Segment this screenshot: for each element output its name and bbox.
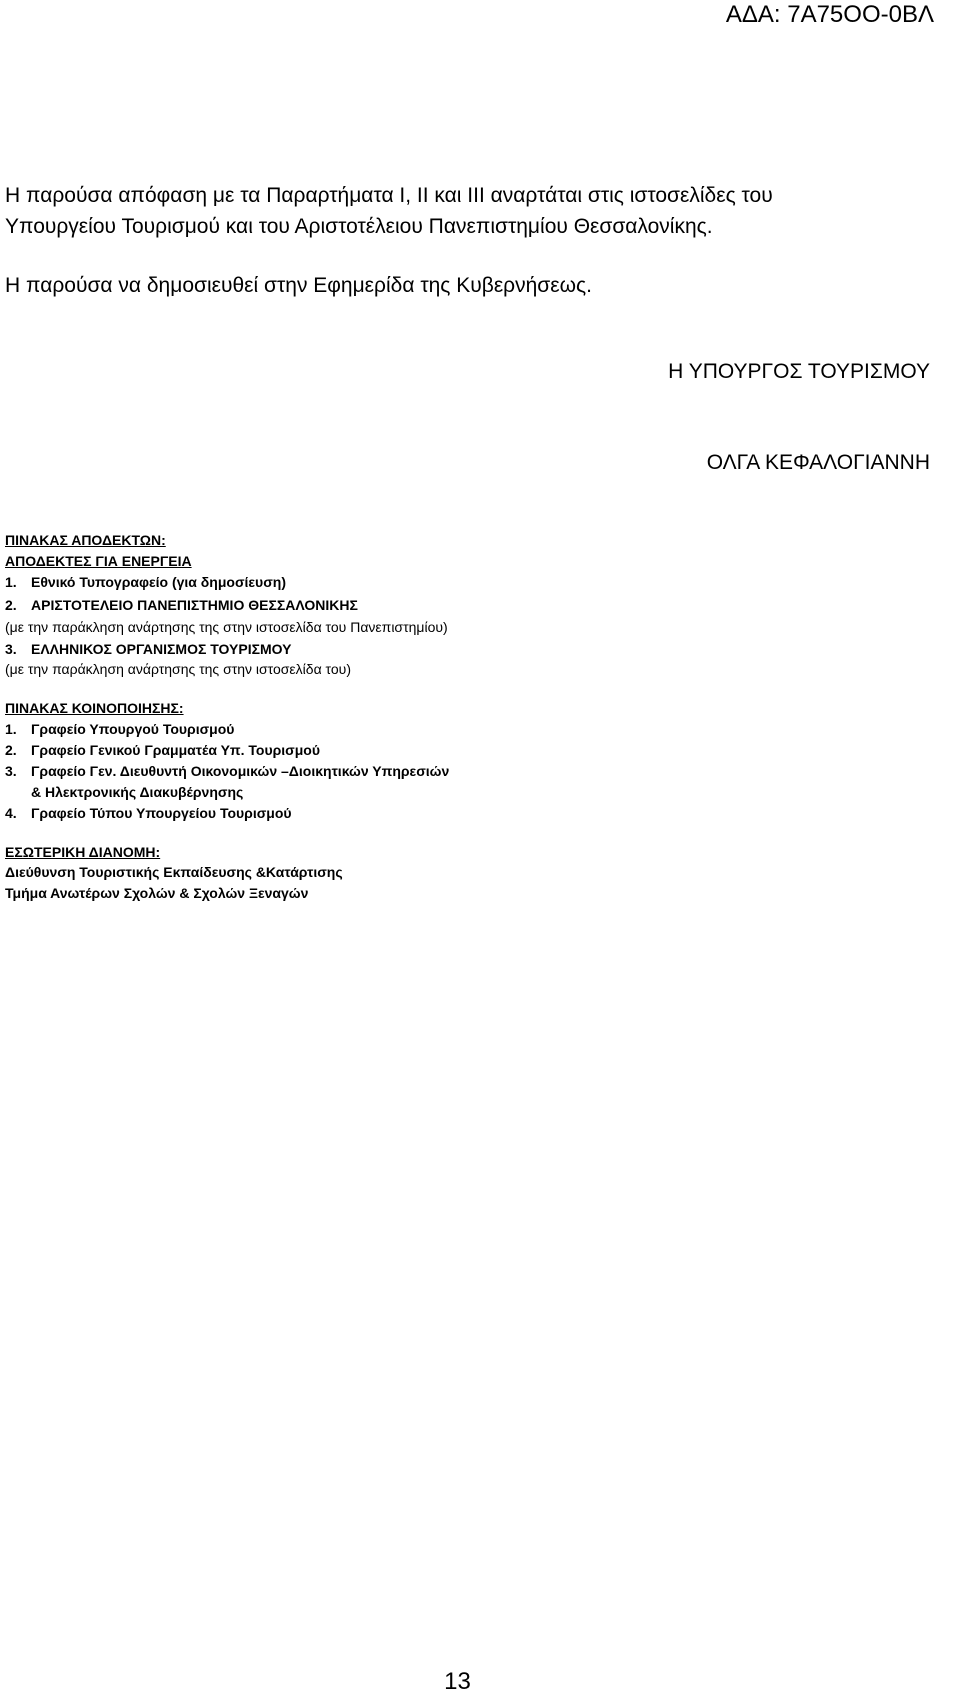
recipient-note: (με την παράκληση ανάρτησης της στην ιστοσελίδα του Πανεπιστημίου) [5,619,448,635]
recipient-note: (με την παράκληση ανάρτησης της στην ιστοσελίδα του) [5,661,351,677]
recipient-item [5,595,358,615]
notification-item [5,803,292,823]
recipients-subheading: ΑΠΟΔΕΚΤΕΣ ΓΙΑ ΕΝΕΡΓΕΙΑ [5,553,192,569]
item-text: Γραφείο Υπουργού Τουρισμού [31,721,235,737]
recipient-item [5,572,286,592]
item-text: Γραφείο Τύπου Υπουργείου Τουρισμού [31,805,292,821]
item-number: 3. [5,641,17,657]
item-number: 2. [5,597,17,613]
page-number: 13 [444,1668,471,1695]
item-number: 1. [5,574,17,590]
item-number: 2. [5,742,17,758]
recipient-item [5,639,292,659]
signature-name: ΟΛΓΑ ΚΕΦΑΛΟΓΙΑΝΝΗ [706,451,930,474]
notification-item [5,740,320,760]
signature-title: Η ΥΠΟΥΡΓΟΣ ΤΟΥΡΙΣΜΟΥ [668,360,930,383]
intro-line-3: Η παρούσα να δημοσιευθεί στην Εφημερίδα της Κυβερνήσεως. [5,274,592,297]
notification-item-continuation: & Ηλεκτρονικής Διακυβέρνησης [31,784,244,800]
internal-heading: ΕΣΩΤΕΡΙΚΗ ΔΙΑΝΟΜΗ: [5,844,161,860]
item-text: Γραφείο Γενικού Γραμματέα Υπ. Τουρισμού [31,742,321,758]
internal-line-2: Τμήμα Ανωτέρων Σχολών & Σχολών Ξεναγών [5,885,309,901]
item-text: Εθνικό Τυπογραφείο (για δημοσίευση) [31,574,286,590]
internal-line-1: Διεύθυνση Τουριστικής Εκπαίδευσης &Κατάρτισης [5,864,343,880]
recipients-heading: ΠΙΝΑΚΑΣ ΑΠΟΔΕΚΤΩΝ: [5,532,166,548]
notification-item [5,719,234,739]
item-number: 4. [5,805,17,821]
item-text: ΕΛΛΗΝΙΚΟΣ ΟΡΓΑΝΙΣΜΟΣ ΤΟΥΡΙΣΜΟΥ [31,641,292,657]
ada-code: ΑΔΑ: 7Α75ΟΟ-0ΒΛ [725,1,934,28]
item-number: 3. [5,763,17,779]
notification-item [5,761,449,781]
intro-line-1: Η παρούσα απόφαση με τα Παραρτήματα Ι, ΙΙ και ΙΙΙ αναρτάται στις ιστοσελίδες του [5,184,773,207]
item-number: 1. [5,721,17,737]
notification-heading: ΠΙΝΑΚΑΣ ΚΟΙΝΟΠΟΙΗΣΗΣ: [5,700,184,716]
item-text: Γραφείο Γεν. Διευθυντή Οικονομικών –Διοικητικών Υπηρεσιών [31,763,450,779]
intro-line-2: Υπουργείου Τουρισμού και του Αριστοτέλειου Πανεπιστημίου Θεσσαλονίκης. [5,215,713,238]
item-text: ΑΡΙΣΤΟΤΕΛΕΙΟ ΠΑΝΕΠΙΣΤΗΜΙΟ ΘΕΣΣΑΛΟΝΙΚΗΣ [31,597,358,613]
